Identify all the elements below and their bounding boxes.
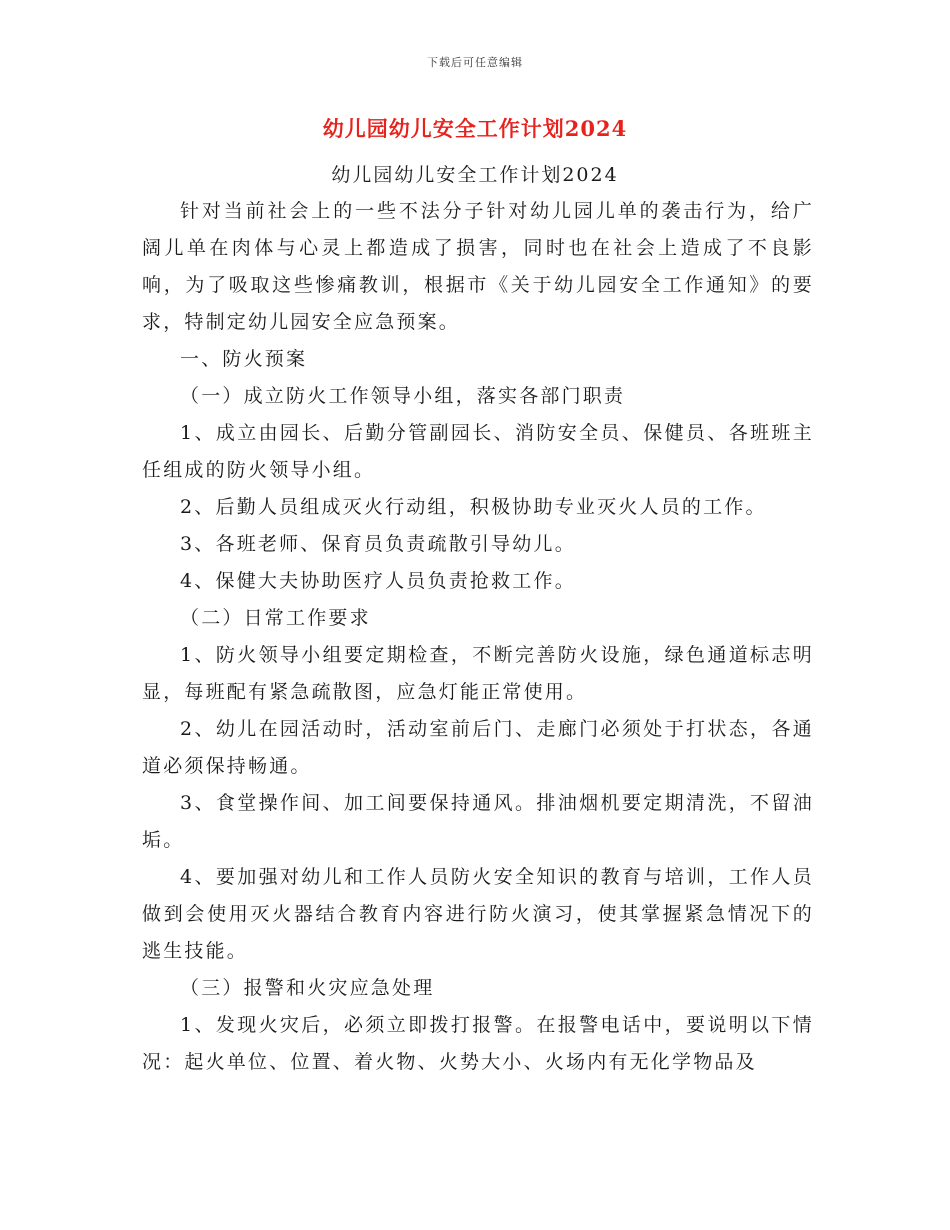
list-item: 1、发现火灾后，必须立即拨打报警。在报警电话中，要说明以下情况：起火单位、位置、着火物、火势大小、火场内有无化学物品及	[142, 1014, 814, 1073]
document-title: 幼儿园幼儿安全工作计划2024	[322, 116, 628, 141]
page-header-note: 下载后可任意编辑	[427, 56, 523, 69]
list-item: 1、防火领导小组要定期检查，不断完善防火设施，绿色通道标志明显，每班配有紧急疏散图，应急灯能正常使用。	[142, 644, 814, 703]
list-item: 2、幼儿在园活动时，活动室前后门、走廊门必须处于打状态，各通道必须保持畅通。	[142, 718, 814, 777]
list-item: 4、要加强对幼儿和工作人员防火安全知识的教育与培训，工作人员做到会使用灭火器结合教育内容进行防火演习，使其掌握紧急情况下的逃生技能。	[142, 866, 814, 962]
paragraph-intro: 针对当前社会上的一些不法分子针对幼儿园儿单的袭击行为，给广阔儿单在肉体与心灵上都造成了损害，同时也在社会上造成了不良影响，为了吸取这些惨痛教训，根据市《关于幼儿园安全工作通知》的要求，特制定幼儿园安全应急预案。	[142, 200, 814, 333]
subsection-heading-daily-work: （二）日常工作要求	[180, 607, 371, 629]
list-item: 4、保健大夫协助医疗人员负责抢救工作。	[180, 570, 576, 592]
list-item: 3、食堂操作间、加工间要保持通风。排油烟机要定期清洗，不留油垢。	[142, 792, 814, 851]
subsection-heading-leadership: （一）成立防火工作领导小组，落实各部门职责	[180, 385, 626, 407]
list-item: 2、后勤人员组成灭火行动组，积极协助专业灭火人员的工作。	[180, 496, 767, 518]
document-subtitle: 幼儿园幼儿安全工作计划2024	[331, 164, 619, 186]
section-heading-fire-plan: 一、防火预案	[180, 348, 308, 370]
document-body	[142, 193, 814, 1081]
list-item: 3、各班老师、保育员负责疏散引导幼儿。	[180, 533, 576, 555]
list-item: 1、成立由园长、后勤分管副园长、消防安全员、保健员、各班班主任组成的防火领导小组。	[142, 422, 814, 481]
subsection-heading-alarm: （三）报警和火灾应急处理	[180, 977, 435, 999]
